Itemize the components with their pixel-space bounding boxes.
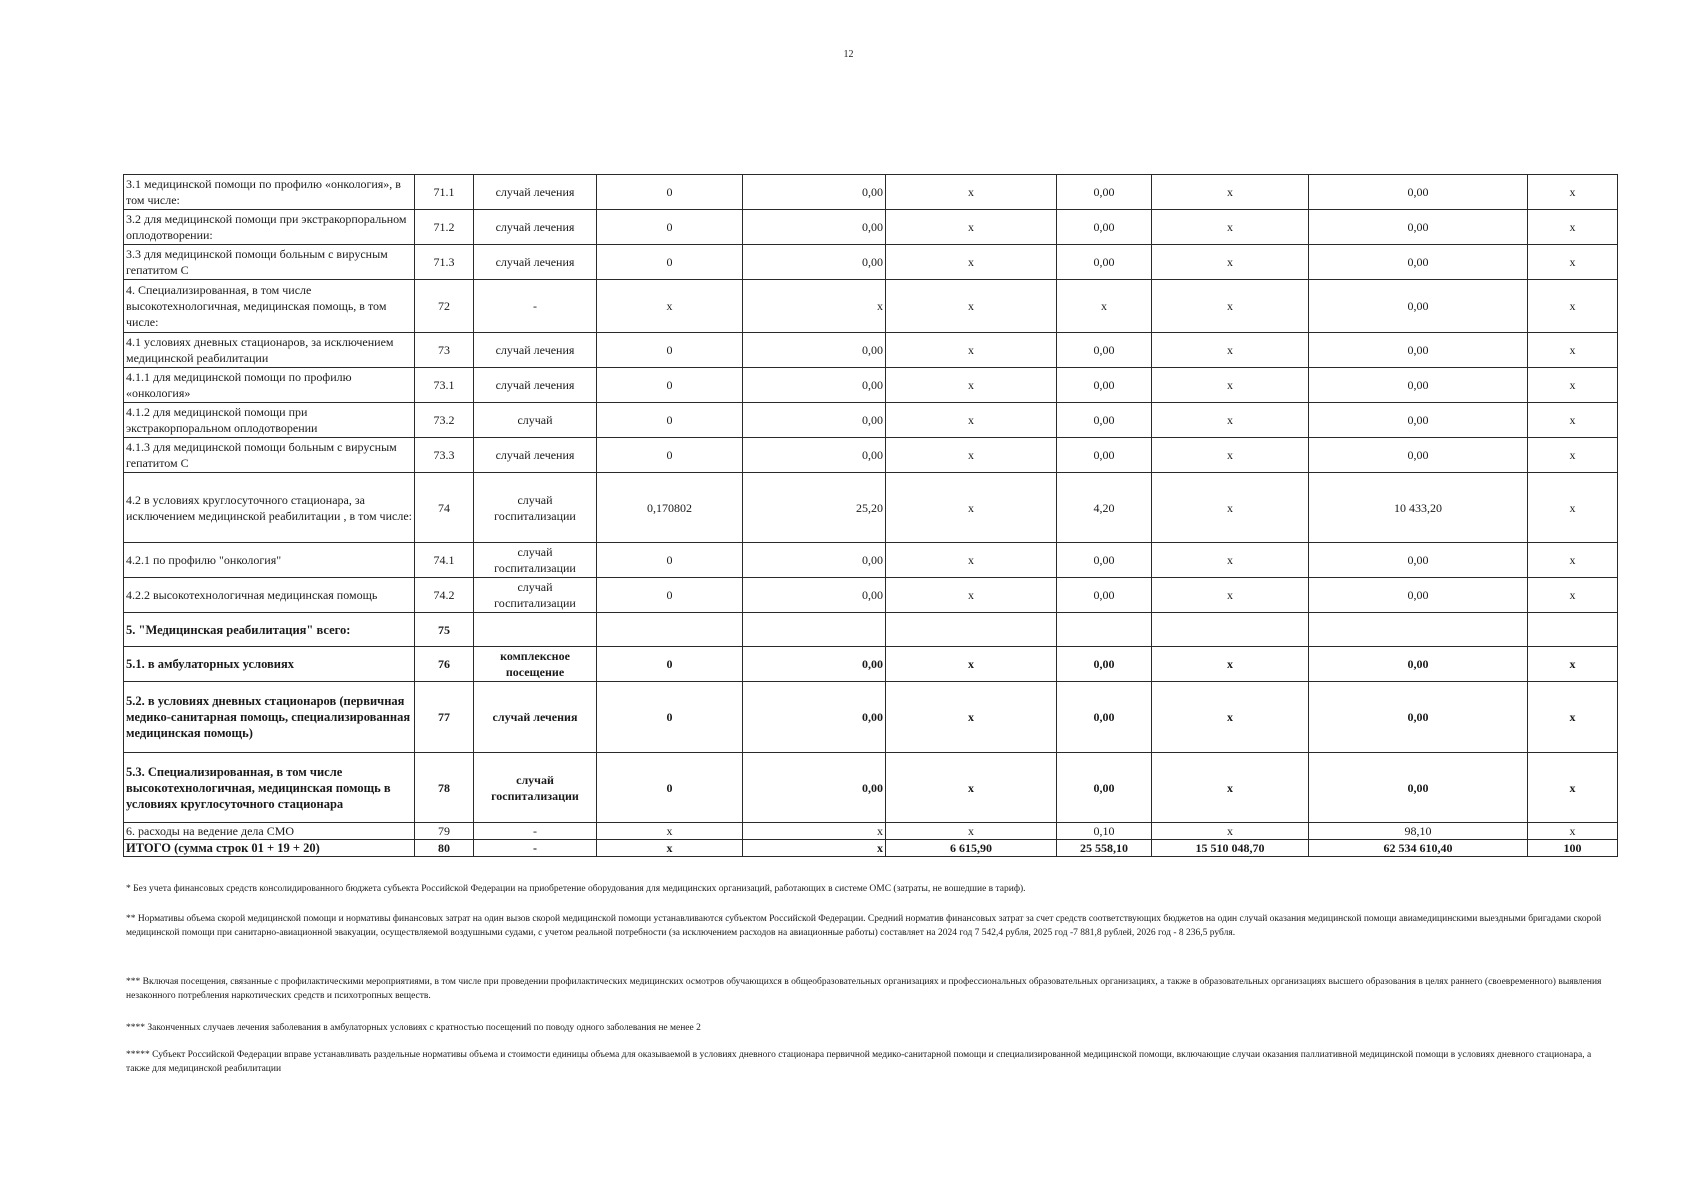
row-volume: 0	[597, 368, 743, 403]
row-unit: случай лечения	[474, 438, 597, 473]
row-col9: 0,00	[1309, 543, 1528, 578]
row-col8: x	[1152, 543, 1309, 578]
row-volume: 0	[597, 578, 743, 613]
row-col10: x	[1528, 823, 1618, 840]
row-name: 4.1.1 для медицинской помощи по профилю «онкология»	[124, 368, 415, 403]
table-row	[124, 280, 1618, 333]
row-unit: случай	[474, 403, 597, 438]
row-cost: 0,00	[743, 210, 886, 245]
row-col10: x	[1528, 403, 1618, 438]
row-col6: x	[886, 473, 1057, 543]
row-volume: 0	[597, 245, 743, 280]
row-col6: x	[886, 438, 1057, 473]
row-col6: x	[886, 682, 1057, 753]
row-code: 74.2	[415, 578, 474, 613]
row-col7: 0,00	[1057, 368, 1152, 403]
row-col6: 6 615,90	[886, 840, 1057, 857]
table-row	[124, 403, 1618, 438]
row-volume: 0	[597, 210, 743, 245]
row-cost: x	[743, 823, 886, 840]
row-volume: 0,170802	[597, 473, 743, 543]
table-row	[124, 438, 1618, 473]
row-col8: x	[1152, 210, 1309, 245]
row-unit: -	[474, 823, 597, 840]
row-code: 78	[415, 753, 474, 823]
row-col6: x	[886, 753, 1057, 823]
row-col9: 0,00	[1309, 438, 1528, 473]
row-col8: x	[1152, 368, 1309, 403]
row-volume: 0	[597, 543, 743, 578]
row-name: 4.1.2 для медицинской помощи при экстракорпоральном оплодотворении	[124, 403, 415, 438]
row-col8: x	[1152, 175, 1309, 210]
footnote-5	[126, 1048, 1606, 1076]
row-col10: x	[1528, 682, 1618, 753]
row-cost: 0,00	[743, 368, 886, 403]
table-row	[124, 613, 1618, 647]
row-col10: x	[1528, 438, 1618, 473]
row-unit: случай лечения	[474, 368, 597, 403]
row-cost: x	[743, 280, 886, 333]
row-code: 80	[415, 840, 474, 857]
row-col6: x	[886, 823, 1057, 840]
row-unit: случай лечения	[474, 245, 597, 280]
row-col8: x	[1152, 647, 1309, 682]
table-row	[124, 368, 1618, 403]
row-col6: x	[886, 368, 1057, 403]
row-cost: 0,00	[743, 682, 886, 753]
row-col8: x	[1152, 682, 1309, 753]
row-code: 76	[415, 647, 474, 682]
table-body	[124, 175, 1618, 857]
row-volume: x	[597, 823, 743, 840]
row-unit: случай лечения	[474, 175, 597, 210]
row-name: 4.1 условиях дневных стационаров, за исключением медицинской реабилитации	[124, 333, 415, 368]
row-cost: 0,00	[743, 245, 886, 280]
row-code: 73.3	[415, 438, 474, 473]
row-volume	[597, 613, 743, 647]
row-col10: x	[1528, 245, 1618, 280]
row-code: 73.1	[415, 368, 474, 403]
row-volume: 0	[597, 438, 743, 473]
row-volume: x	[597, 280, 743, 333]
row-name: 3.1 медицинской помощи по профилю «онкология», в том числе:	[124, 175, 415, 210]
row-col8: x	[1152, 333, 1309, 368]
row-name: 4.2.1 по профилю "онкология"	[124, 543, 415, 578]
row-code: 79	[415, 823, 474, 840]
row-col8: 15 510 048,70	[1152, 840, 1309, 857]
row-col10: x	[1528, 473, 1618, 543]
row-col9: 0,00	[1309, 578, 1528, 613]
row-cost: 0,00	[743, 578, 886, 613]
table-row	[124, 333, 1618, 368]
row-name: 5.1. в амбулаторных условиях	[124, 647, 415, 682]
row-code: 73	[415, 333, 474, 368]
row-name: 5.2. в условиях дневных стационаров (первичная медико-санитарная помощь, специализированная медицинская помощь)	[124, 682, 415, 753]
row-col7: 0,00	[1057, 403, 1152, 438]
row-col6: x	[886, 543, 1057, 578]
row-code: 74.1	[415, 543, 474, 578]
row-name: 4.1.3 для медицинской помощи больным с вирусным гепатитом С	[124, 438, 415, 473]
row-col9: 0,00	[1309, 647, 1528, 682]
row-cost: 0,00	[743, 175, 886, 210]
row-unit: случай госпитализации	[474, 578, 597, 613]
row-col6	[886, 613, 1057, 647]
table-row	[124, 543, 1618, 578]
row-col10: x	[1528, 210, 1618, 245]
financing-table	[123, 174, 1618, 857]
row-col9	[1309, 613, 1528, 647]
row-cost: 0,00	[743, 543, 886, 578]
page-number: 12	[843, 49, 854, 60]
row-col10: 100	[1528, 840, 1618, 857]
row-col8: x	[1152, 438, 1309, 473]
row-col9: 0,00	[1309, 368, 1528, 403]
row-col7: 0,00	[1057, 175, 1152, 210]
row-col7: 0,00	[1057, 438, 1152, 473]
footnote-text: * Без учета финансовых средств консолидированного бюджета субъекта Российской Федерации на приобретение оборудования для медицинских организаций, работающих в системе ОМС (затраты, не вошедшие в тариф).	[126, 884, 1026, 894]
row-name: ИТОГО (сумма строк 01 + 19 + 20)	[124, 840, 415, 857]
row-col7: 0,00	[1057, 682, 1152, 753]
row-col7: 4,20	[1057, 473, 1152, 543]
row-cost: 0,00	[743, 647, 886, 682]
row-col9: 10 433,20	[1309, 473, 1528, 543]
row-code: 74	[415, 473, 474, 543]
row-name: 4.2.2 высокотехнологичная медицинская помощь	[124, 578, 415, 613]
row-code: 73.2	[415, 403, 474, 438]
row-col8: x	[1152, 403, 1309, 438]
row-col10: x	[1528, 368, 1618, 403]
row-col6: x	[886, 245, 1057, 280]
row-unit: -	[474, 280, 597, 333]
row-unit: случай лечения	[474, 210, 597, 245]
row-code: 71.2	[415, 210, 474, 245]
row-col7	[1057, 613, 1152, 647]
row-code: 71.1	[415, 175, 474, 210]
row-cost: 0,00	[743, 403, 886, 438]
row-col9: 0,00	[1309, 245, 1528, 280]
row-col6: x	[886, 578, 1057, 613]
footnote-text: *** Включая посещения, связанные с профилактическими мероприятиями, в том числе при проведении профилактических медицинских осмотров обучающихся в общеобразовательных организациях и профессиональных образовательных организациях, а также в образовательных организациях высшего образования в целях раннего (своевременного) выявления незаконного потребления наркотических средств и психотропных веществ.	[126, 977, 1602, 1001]
row-col10: x	[1528, 175, 1618, 210]
row-col8: x	[1152, 473, 1309, 543]
row-unit: случай лечения	[474, 682, 597, 753]
row-col6: x	[886, 333, 1057, 368]
row-col9: 98,10	[1309, 823, 1528, 840]
table-row	[124, 210, 1618, 245]
row-unit: случай госпитализации	[474, 543, 597, 578]
row-col9: 0,00	[1309, 753, 1528, 823]
row-volume: 0	[597, 647, 743, 682]
table-row	[124, 473, 1618, 543]
footnote-text: ***** Субъект Российской Федерации вправе устанавливать раздельные нормативы объема и стоимости единицы объема для оказываемой в условиях дневного стационара первичной медико-санитарной помощи и специализированной медицинской помощи, включающие случаи оказания паллиативной медицинской помощи в условиях дневного стационара, а также для медицинской реабилитации	[126, 1050, 1592, 1074]
row-volume: 0	[597, 175, 743, 210]
row-volume: 0	[597, 333, 743, 368]
row-cost: x	[743, 840, 886, 857]
row-col9: 0,00	[1309, 210, 1528, 245]
row-volume: x	[597, 840, 743, 857]
row-col10: x	[1528, 333, 1618, 368]
table-row	[124, 175, 1618, 210]
row-col8: x	[1152, 280, 1309, 333]
row-name: 4. Специализированная, в том числе высокотехнологичная, медицинская помощь, в том числе:	[124, 280, 415, 333]
footnote-1	[126, 882, 1606, 896]
row-col8: x	[1152, 245, 1309, 280]
row-unit: случай госпитализации	[474, 753, 597, 823]
row-name: 5. "Медицинская реабилитация" всего:	[124, 613, 415, 647]
row-col7: x	[1057, 280, 1152, 333]
table-row	[124, 823, 1618, 840]
footnote-text: **** Законченных случаев лечения заболевания в амбулаторных условиях с кратностью посещений по поводу одного заболевания не менее 2	[126, 1023, 701, 1033]
row-unit: случай лечения	[474, 333, 597, 368]
row-col9: 0,00	[1309, 403, 1528, 438]
table-row	[124, 245, 1618, 280]
row-col7: 0,00	[1057, 333, 1152, 368]
row-col7: 0,00	[1057, 578, 1152, 613]
row-cost: 0,00	[743, 438, 886, 473]
row-col8: x	[1152, 823, 1309, 840]
row-col6: x	[886, 175, 1057, 210]
table-row	[124, 578, 1618, 613]
row-col10: x	[1528, 753, 1618, 823]
row-col7: 0,00	[1057, 753, 1152, 823]
footnote-4	[126, 1021, 1606, 1035]
row-col10: x	[1528, 578, 1618, 613]
row-code: 75	[415, 613, 474, 647]
row-unit: случай госпитализации	[474, 473, 597, 543]
row-col9: 62 534 610,40	[1309, 840, 1528, 857]
row-col10	[1528, 613, 1618, 647]
row-col6: x	[886, 647, 1057, 682]
table-row	[124, 840, 1618, 857]
row-cost	[743, 613, 886, 647]
row-name: 3.2 для медицинской помощи при экстракорпоральном оплодотворении:	[124, 210, 415, 245]
row-col7: 0,10	[1057, 823, 1152, 840]
row-col10: x	[1528, 280, 1618, 333]
row-col9: 0,00	[1309, 175, 1528, 210]
row-col7: 0,00	[1057, 543, 1152, 578]
row-col9: 0,00	[1309, 333, 1528, 368]
row-cost: 25,20	[743, 473, 886, 543]
row-name: 4.2 в условиях круглосуточного стационара, за исключением медицинской реабилитации , в том числе:	[124, 473, 415, 543]
row-code: 71.3	[415, 245, 474, 280]
row-unit: -	[474, 840, 597, 857]
row-col7: 25 558,10	[1057, 840, 1152, 857]
row-unit	[474, 613, 597, 647]
row-col9: 0,00	[1309, 280, 1528, 333]
table-row	[124, 647, 1618, 682]
row-col8	[1152, 613, 1309, 647]
row-col7: 0,00	[1057, 245, 1152, 280]
row-volume: 0	[597, 753, 743, 823]
row-name: 3.3 для медицинской помощи больным с вирусным гепатитом С	[124, 245, 415, 280]
row-col8: x	[1152, 578, 1309, 613]
row-cost: 0,00	[743, 753, 886, 823]
footnote-text: ** Нормативы объема скорой медицинской помощи и нормативы финансовых затрат на один вызов скорой медицинской помощи устанавливаются субъектом Российской Федерации. Средний норматив финансовых затрат за счет средств соответствующих бюджетов на один случай оказания медицинской помощи авиамедицинскими выездными бригадами скорой медицинской помощи при санитарно-авиационной эвакуации, осуществляемой воздушными судами, с учетом реальной потребности (за исключением расходов на авиационные работы) составляет на 2024 год 7 542,4 рубля, 2025 год -7 881,8 рублей, 2026 год - 8 236,5 рубля.	[126, 914, 1602, 938]
table-row	[124, 682, 1618, 753]
row-code: 77	[415, 682, 474, 753]
row-unit: комплексное посещение	[474, 647, 597, 682]
row-col10: x	[1528, 543, 1618, 578]
row-code: 72	[415, 280, 474, 333]
row-volume: 0	[597, 403, 743, 438]
table-row	[124, 753, 1618, 823]
row-volume: 0	[597, 682, 743, 753]
row-col6: x	[886, 403, 1057, 438]
row-col10: x	[1528, 647, 1618, 682]
footnote-2	[126, 912, 1606, 940]
row-name: 5.3. Специализированная, в том числе высокотехнологичная, медицинская помощь в условиях круглосуточного стационара	[124, 753, 415, 823]
row-col6: x	[886, 280, 1057, 333]
row-col9: 0,00	[1309, 682, 1528, 753]
row-name: 6. расходы на ведение дела СМО	[124, 823, 415, 840]
footnote-3	[126, 975, 1606, 1003]
row-col7: 0,00	[1057, 647, 1152, 682]
row-col8: x	[1152, 753, 1309, 823]
row-cost: 0,00	[743, 333, 886, 368]
row-col6: x	[886, 210, 1057, 245]
row-col7: 0,00	[1057, 210, 1152, 245]
